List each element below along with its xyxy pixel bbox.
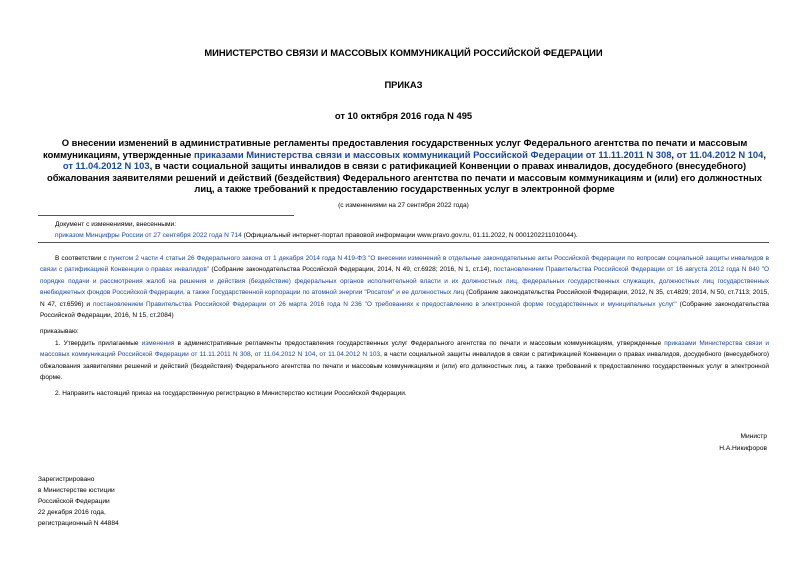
registration-line: Зарегистрировано — [38, 476, 95, 483]
changes-heading: Документ с изменениями, внесенными: — [55, 221, 177, 228]
item-link-order-308[interactable]: приказами Министерства связи и массовых коммуникаций Российской Федерации от 11.11.2011 N 308 — [40, 340, 769, 359]
changes-link-order-714[interactable]: приказом Минцифры России от 27 сентября 2022 года N 714 — [55, 232, 242, 239]
divider — [38, 215, 294, 216]
preamble-link-resolution-840[interactable]: постановлением Правительства Российской Федерации от 16 августа 2012 года N 840 "О порядке подачи и рассмотрения жалоб на решения и действия (бездействие) федеральных органов исполнительной власти и их должностных лиц, федеральных государственных служащих, должностных лиц государственных внебюджетных фондов Российской Федерации, а также Государственной корпорации по атомной энергии "Росатом" и ее должностных лиц — [40, 266, 770, 297]
item-text: , — [250, 351, 255, 359]
divider — [38, 242, 769, 243]
item-link-order-103[interactable]: от 11.04.2012 N 103 — [319, 351, 381, 359]
title-text: , — [671, 148, 677, 160]
item-text: , — [315, 351, 320, 359]
document-title — [40, 137, 769, 195]
changes-entry — [55, 230, 578, 241]
order-item-1 — [40, 338, 769, 384]
document-date-number: от 10 октября 2016 года N 495 — [334, 110, 473, 121]
registration-line: в Министерстве юстиции — [38, 487, 115, 494]
document-type: ПРИКАЗ — [384, 79, 423, 90]
registration-block — [38, 474, 119, 529]
item-link-changes[interactable]: изменения — [141, 340, 175, 347]
changes-source: (Официальный интернет-портал правовой информации www.pravo.gov.ru, 01.11.2022, N 0001202211010044). — [241, 232, 578, 239]
order-item-2: 2. Направить настоящий приказ на государственную регистрацию в Министерство юстиции Российской Федерации. — [55, 390, 407, 397]
title-text: , — [763, 148, 766, 160]
registration-date: 22 декабря 2016 года, — [38, 509, 106, 516]
preamble-text: (Собрание законодательства Российской Федерации, 2016, N 15, ст.2084) — [40, 300, 769, 320]
title-link-order-103[interactable]: от 11.04.2012 N 103 — [62, 160, 150, 172]
item-link-order-104[interactable]: от 11.04.2012 N 104 — [254, 351, 316, 359]
signatory-position: Министр — [740, 433, 767, 440]
registration-line: Российской Федерации — [38, 498, 110, 505]
signatory-name: Н.А.Никифоров — [719, 445, 767, 452]
preamble-text: (Собрание законодательства Российской Федерации, 2012, N 35, ст.4829; 2014, N 50, ст.7113; 2015, N 47, ст.6596) и — [40, 289, 769, 308]
ministry-name: МИНИСТЕРСТВО СВЯЗИ И МАССОВЫХ КОММУНИКАЦИЙ РОССИЙСКОЙ ФЕДЕРАЦИИ — [204, 47, 603, 58]
item-text: 1. Утвердить прилагаемые — [55, 340, 142, 347]
preamble-link-federal-law-419[interactable]: пунктом 2 части 4 статьи 26 Федерального закона от 1 декабря 2014 года N 419-ФЗ "О внесении изменений в отдельные законодательные акты Российской Федерации по вопросам социальной защиты инвалидов в связи с ратификацией Конвенции о правах инвалидов" — [40, 255, 770, 274]
title-link-order-308[interactable]: приказами Министерства связи и массовых коммуникаций Российской Федерации от 11.11.2011 N 308 — [193, 148, 672, 160]
item-text: , в части социальной защиты инвалидов в связи с ратификацией Конвенции о правах инвалидов, досудебного (внесудебного) обжалования заявителями решений и действий (бездействия) Федерального агентства по печати и массовым коммуникациям и (или) его должностных лиц, а также требований к предоставлению государственных услуг в электронной форме. — [40, 351, 769, 382]
order-word: приказываю: — [40, 328, 79, 335]
changes-block — [55, 219, 578, 241]
preamble-text: В соответствии с — [55, 255, 109, 262]
preamble-paragraph — [40, 253, 769, 321]
signature-block — [719, 431, 767, 455]
title-text: О внесении изменений в административные регламенты предоставления государственных услуг Федерального агентства по печати и массовым коммуникациям, утвержденные — [43, 137, 748, 160]
item-text: в административные регламенты предоставления государственных услуг Федерального агентства по печати и массовым коммуникациям, утвержденные — [174, 340, 665, 347]
title-text: , в части социальной защиты инвалидов в связи с ратификацией Конвенции о правах инвалидов, досудебного (внесудебного) обжалования заявителями решений и действий (бездействия) Федерального агентства по печати и массовым коммуникациям и (или) его должностных лиц, а также требований к предоставлению государственных услуг в электронной форме — [47, 160, 762, 195]
registration-number: регистрационный N 44884 — [38, 520, 119, 527]
edition-note: (с изменениями на 27 сентября 2022 года) — [338, 202, 469, 209]
preamble-link-resolution-236[interactable]: постановлением Правительства Российской Федерации от 26 марта 2016 года N 236 "О требованиях к предоставлению в электронной форме государственных и муниципальных услуг" — [92, 300, 677, 308]
preamble-text: (Собрание законодательства Российской Федерации, 2014, N 49, ст.6928; 2016, N 1, ст.14), — [209, 266, 494, 274]
title-link-order-104[interactable]: от 11.04.2012 N 104 — [676, 148, 764, 160]
